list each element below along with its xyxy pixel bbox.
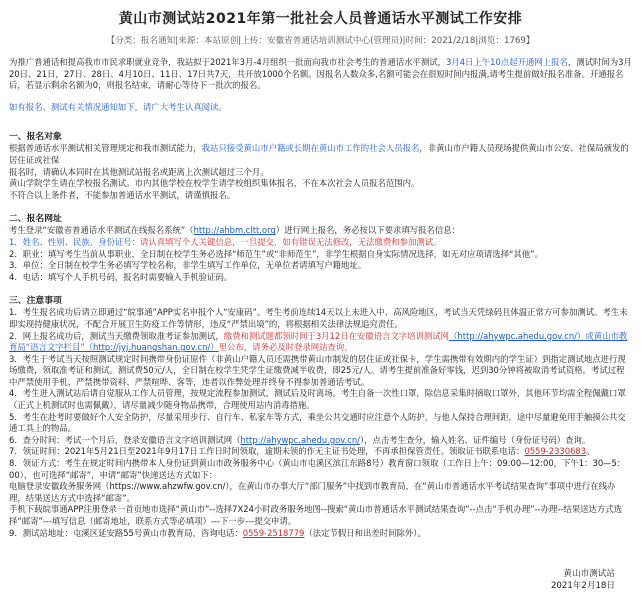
- signature-block: [551, 568, 615, 592]
- note-9-tail: （法定节假日和出差时间除外）。: [304, 527, 426, 538]
- eligibility-line-2: 报名时，请确认本同时在其他测试站报名或距离上次测试超过三个月。: [9, 166, 269, 177]
- certificate-phone[interactable]: 0559-2330683: [524, 446, 587, 457]
- note-7-text: 7．领证时间：2021年5月21日至2021年9月17日工作日时间领取，逾期未领的作无主证书处理，不再承担保管责任。领取证书联系电话：: [9, 446, 525, 457]
- eligibility-line-3: 黄山学院学生请在学校报名测试。市内其他学校在校学生请学校组织集体报名，不在本次社会人员报名范围内。: [9, 178, 420, 189]
- note-item-8: 8．领证方式：考生在规定时间内携带本人身份证到黄山市政务服务中心（黄山市屯溪区滨江东路8号）教育窗口领取（工作日上午：09:00—12:00，下午1：30—5：00），也可选择“邮寄”，申请“邮寄”快递送达方式如下：: [9, 458, 626, 480]
- note-item-8-app: 手机下载皖事通APP注册登录一首页地市选择“黄山市”--选择7X24小时政务服务地图--搜索“黄山市普通话水平测试结果查询”--点击“手机办理”--办理--结果送达方式选择“邮寄”---填写信息（邮寄地址，联系方式等必填项）---下一步---提交申请。: [9, 504, 623, 526]
- note-item-8-web: 电脑登录安徽政务服务网（https://www.ahzwfw.gov.cn/），在黄山市办事大厅“部门服务”中找到市教育局，在“黄山市普通话水平考试结果查询”事项中进行在线办理，结果送达方式中选择“邮寄”。: [9, 481, 616, 503]
- article-meta: 【分类：报名通知|来源：本站原创|上传：安徽省普通话培训测试中心(管理员)|时间：2021/2/18|浏览：1769】: [106, 36, 535, 46]
- eligibility-text-tail: ，非黄山市户籍人员现场提供黄山市公安、社保局颁发的居住证或社保: [9, 143, 629, 165]
- website-line-4: 3．单位：全日制在校学生务必填写学校名称，非学生填写工作单位，无单位者请填写户籍地址。: [9, 260, 367, 271]
- note-2-text: 2．网上报名成功后，测试当天缴费领取准考证参加测试，: [9, 330, 224, 341]
- section-heading-eligibility: 一、报名对象: [9, 132, 62, 143]
- note-item-7: [9, 446, 632, 458]
- note-item-5: 5．考生在赴考时要做好个人安全防护，尽量采用步行、自行车、私家车等方式，乘坐公共交通时应注意个人防护，与他人保持合理间距，途中尽量避免用手触摸公共交通工具上的物品。: [9, 411, 626, 434]
- note-item-6: [9, 435, 632, 447]
- eligibility-line-1: [9, 143, 632, 166]
- note-7-tail: 。: [586, 446, 595, 457]
- note-item-4: 4．考生进入测试站后请自觉服从工作人员管理，按规定流程参加测试，测试后及时离场。考生自备一次性口罩，除信息采集时摘取口罩外，其他环节均需全程佩戴口罩（正式上机测试时也需佩戴），请尽量减少随身物品携带，合理使用站内消毒措施。: [9, 388, 626, 411]
- score-query-link[interactable]: http://ahywpc.ahedu.gov.cn/: [240, 434, 360, 445]
- note-item-2: [9, 331, 632, 354]
- note-2-tail: 里公布，请务必及时登录网站查询。: [218, 342, 353, 353]
- website-text: 考生登录“安徽省普通话水平测试在线报名系统”（: [9, 225, 194, 236]
- eligibility-line-4: 不符合以上条件者，不能参加普通话水平测试，请谨慎报名。: [9, 189, 236, 200]
- intro-text-c: ，测试时间为3月20日、21日，27日、28日、4月10日、11日、17日共7天，共开放1000个名额。因报名人数众多,名额可能会在很短时间内报满,请考生提前做好报名准备。开通报名后，若显示剩余名额为0，则报名结束，请耐心等待下一批次的报名。: [9, 57, 632, 91]
- note-item-9: [9, 528, 632, 540]
- note-6-text: 6．查分时间：考试一个月后，登录安徽语言文字培训测试网（: [9, 434, 241, 445]
- section-heading-notes: 三、注意事项: [9, 296, 62, 307]
- note-item-1: 1．考生报名成功后请立即通过“皖事通”APP实名申报个人“安康码”。考生考前连续14天以上未进入中、高风险地区，考试当天凭绿码且体温正常方可参加测试。考生未即实现持健康状况，不配合开展卫生防疫工作等情形，违反“严禁出境”的，将根据相关法律法规追究责任。: [9, 307, 628, 329]
- signature-org: 黄山市测试站: [563, 569, 615, 579]
- note-6-tail: ），点击考生查分，输入姓名、证件编号（身份证号码）查询。: [359, 434, 591, 445]
- education-bureau-link[interactable]: 或黄山市教育局“语言文字栏目”（http://jyj.huangshan.gov.cn/）: [9, 330, 628, 353]
- training-site-link[interactable]: （http://ahywpc.ahedu.gov.cn/）: [449, 330, 586, 341]
- website-line-1: [9, 225, 632, 237]
- note-2-highlight: 缴费和测试题都领时间于3月12日在安徽语言文字培训测试网: [223, 330, 450, 341]
- intro-text-a: 为推广普通话和提高我市市民求职就业竞争，我站拟于2021年3月-4月组织一批面向我市社会考生的普通话水平测试，: [9, 57, 446, 67]
- eligibility-highlight: 我站只接受黄山市户籍或长期在黄山市工作的社会人员报名: [201, 143, 420, 154]
- signature-date: 2021年2月18日: [550, 581, 615, 591]
- consult-phone[interactable]: 0559-2518779: [242, 527, 305, 538]
- website-line-5: 4．电话：填写个人手机号码，报名时需要输入手机验证码。: [9, 271, 233, 282]
- name-field-label: 1．姓名、性别、民族、身份证号：: [9, 236, 140, 247]
- note-item-3: 3．考生于考试当天按照测试规定时间携带身份证原件（非黄山户籍人员还需携带黄山市制发的居住证或社保卡，学生需携带有效期内的学生证）到指定测试地点进行现场缴费，领取准考证和测试。测试费50元/人，全日制在校学生凭学生证缴费减半收费，即25元/人。请考生提前准备好零钱，迟到30分钟将被取消考试资格。考试过程中严禁使用手机、严禁携带资料、严禁喧哗、客等，违者以作弊处理并终身不得参加普通话考试。: [9, 353, 626, 387]
- intro-paragraph: [9, 57, 632, 92]
- website-line-3: 2．职业：填写考生当前从事职业，全日制在校学生务必选择“师范生”或“非师范生”，非学生根据自身实际情况选择，如无对应项请选择“其他”。: [9, 248, 543, 259]
- notice-line: 如有报名、测试有关情况通知如下，请广大考生认真阅读。: [9, 101, 227, 112]
- intro-registration-highlight: 3月4日上午10点起开通网上报名: [446, 57, 568, 67]
- section-heading-website: 二、报名网址: [9, 214, 62, 225]
- page-title: 黄山市测试站2021年第一批社会人员普通话水平测试工作安排: [118, 11, 523, 27]
- name-field-warning: 请认真填写个人关键信息，一旦提交，如有错误无法修改，无法缴费和参加测试。: [139, 236, 442, 247]
- note-9-text: 9．测试站地址：屯溪区延安路55号黄山市教育局，咨询电话：: [9, 527, 243, 538]
- eligibility-text: 根据普通话水平测试相关管理规定和我市测试能力，: [9, 143, 202, 154]
- registration-system-link[interactable]: http://ahbm.cltt.org: [193, 225, 276, 236]
- website-line-2: [9, 237, 632, 249]
- website-text-tail: ）进行网上报名，务必按以下要求填写报名信息：: [275, 225, 460, 236]
